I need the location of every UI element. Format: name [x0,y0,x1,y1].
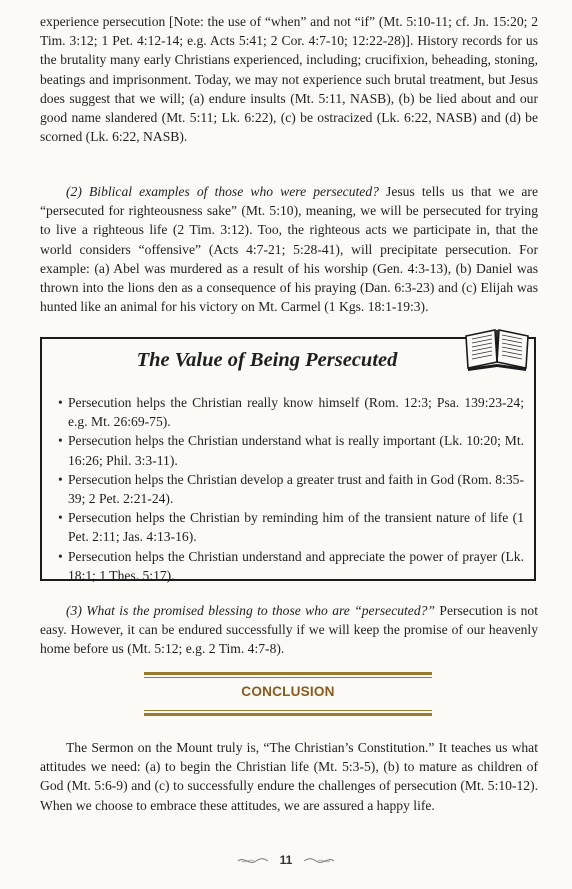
list-item: • Persecution helps the Christian understand and appreciate the power of prayer (Lk. 18:1; 1 Thes. 5:17). [58,547,524,585]
list-item: • Persecution helps the Christian really know himself (Rom. 12:3; Psa. 139:23-24; e.g. Mt. 26:69-75). [58,393,524,431]
question-heading-2: (2) Biblical examples of those who were persecuted? [66,184,379,199]
paragraph-biblical-examples [40,182,538,316]
value-of-persecution-box [40,337,536,581]
question-heading-3: (3) What is the promised blessing to those who are “persecuted?” [66,603,435,618]
paragraph-body: Jesus tells us that we are “persecuted for righteousness sake” (Mt. 5:10), meaning, we will be persecuted for trying to live a righteous life (2 Tim. 3:12). Too, the righteous acts we participate in, that the world considers “offensive” (Acts 4:7-21; 5:28-41), will precipitate persecution. For example: (a) Abel was murdered as a result of his worship (Gen. 4:3-13), (b) Daniel was thrown into the lions den as a consequence of his praying (Dan. 6:3-23) and (c) Elijah was hunted like an animal for his victory on Mt. Carmel (1 Kgs. 18:1-19:3). [40,184,538,315]
list-item: • Persecution helps the Christian understand what is really important (Lk. 10:20; Mt. 16:26; Phil. 3:3-11). [58,431,524,469]
paragraph-body: Persecution is not easy. However, it can be endured successfully if we will keep the promise of our heavenly home before us (Mt. 5:12; e.g. 2 Tim. 4:7-8). [40,603,538,657]
paragraph-persecution-intro: experience persecution [Note: the use of “when” and not “if” (Mt. 5:10-11; cf. Jn. 15:20; 2 Tim. 3:12; 1 Pet. 4:12-14; e.g. Acts 5:41; 2 Cor. 4:7-10; 12:22-28)]. History records for us the brutality many early Christians experienced, including; crucifixion, beheading, stoning, beatings and imprisonment. Today, we may not experience such brutal treatment, but Jesus does suggest that we will; (a) endure insults (Mt. 5:11, NASB), (b) be lied about and our good name slandered (Mt. 5:11; Lk. 6:22), (c) be ostracized (Lk. 6:22, NASB) and (d) be scorned (Lk. 6:22, NASB). [40,14,538,145]
conclusion-rule-bottom [144,710,432,716]
page-number: 11 [279,853,293,867]
open-bible-icon [462,322,532,372]
list-item: • Persecution helps the Christian develop a greater trust and faith in God (Rom. 8:35-39; 2 Pet. 2:21-24). [58,470,524,508]
box-title: The Value of Being Persecuted [136,349,398,371]
conclusion-heading: CONCLUSION [241,684,335,699]
page-footer [236,852,336,872]
list-item: • Persecution helps the Christian by reminding him of the transient nature of life (1 Pet. 2:11; Jas. 4:13-16). [58,508,524,546]
paragraph-conclusion: The Sermon on the Mount truly is, “The Christian’s Constitution.” It teaches us what attitudes we need: (a) to begin the Christian life (Mt. 5:3-5), (b) to mature as children of God (Mt. 5:6-9) and (c) to successfully endure the challenges of persecution (Mt. 5:10-12). When we choose to embrace these attitudes, we are assured a happy life. [40,740,538,813]
paragraph-promised-blessing [40,601,538,659]
conclusion-rule-top [144,672,432,678]
value-list [58,393,524,585]
flourish-ornament-icon [302,855,336,867]
